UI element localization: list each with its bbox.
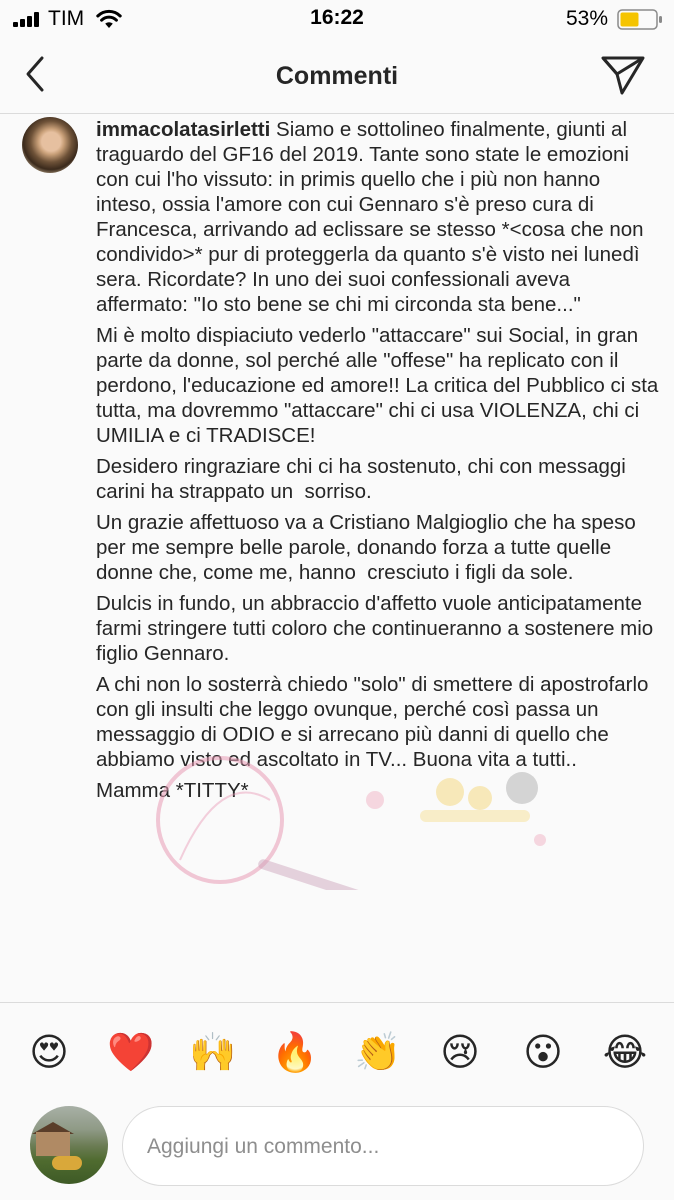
red-heart-emoji[interactable]: ❤️ [107, 1030, 155, 1074]
status-bar [0, 0, 674, 40]
comment-paragraph: A chi non lo sosterrà chiedo "solo" di smettere di apostrofarlo con gli insulti che leggo ovunque, perché così passa un messaggio di ODIO e si arrecano più danni di quello che abbiamo visto ed ascoltato in TV... Buona vita a tutti.. [96, 673, 655, 771]
paper-plane-icon[interactable] [598, 53, 648, 97]
current-user-avatar [30, 1106, 108, 1184]
comment-paragraph: Desidero ringraziare chi ci ha sostenuto, chi con messaggi carini ha strappato un sorriso. [96, 455, 632, 503]
battery-percent: 53% [566, 7, 609, 30]
page-title: Commenti [275, 62, 399, 90]
battery-icon [617, 9, 663, 30]
comment-input-box[interactable] [122, 1106, 644, 1186]
comment-paragraph: Dulcis in fundo, un abbraccio d'affetto vuole anticipatamente farmi stringere tutti coloro che continueranno a sostenere mio figlio Gennaro. [96, 592, 659, 665]
carrier-label: TIM [48, 7, 85, 30]
comment-paragraph: Un grazie affettuoso va a Cristiano Malgioglio che ha speso per me sempre belle parole, donando forza a tutte quelle donne che, come me, hanno cresciuto i figli da sole. [96, 511, 642, 584]
comment-body [96, 117, 665, 809]
comment-text: Siamo e sottolineo finalmente, giunti al traguardo del GF16 del 2019. Tante sono state le emozioni con cui l'ho vissuto: in primis quello che i più non hanno inteso, ossia l'amore con cui Gennaro s'è preso cura di Francesca, arrivando ad eclissare se stesso *<cosa che non condivido>* pur di proteggerla da quanto s'è visto nei lunedì sera. Ricordate? In uno dei suoi confessionali aveva affermato: "Io sto bene se chi mi circonda sta bene..." [96, 118, 650, 316]
comment-paragraph: Mamma *TITTY* [96, 779, 249, 802]
comment-paragraph [96, 117, 662, 317]
clock: 16:22 [310, 6, 364, 29]
comment-input[interactable] [147, 1129, 617, 1165]
tears-of-joy-emoji[interactable]: 😂 [602, 1030, 648, 1074]
clapping-hands-emoji[interactable]: 👏 [354, 1030, 402, 1074]
crying-face-emoji[interactable]: 😢 [440, 1030, 480, 1074]
divider [0, 1002, 674, 1003]
avatar[interactable] [22, 117, 78, 173]
emoji-bar [0, 1026, 674, 1078]
fire-emoji[interactable]: 🔥 [271, 1030, 319, 1074]
raised-hands-emoji[interactable]: 🙌 [189, 1030, 237, 1074]
heart-eyes-emoji[interactable]: 😍 [29, 1030, 69, 1074]
comment-username[interactable]: immacolatasirletti [96, 118, 271, 141]
nav-bar [0, 40, 674, 114]
surprised-face-emoji[interactable]: 😮 [523, 1030, 563, 1074]
comment-paragraph: Mi è molto dispiaciuto vederlo "attaccare" sui Social, in gran parte da donne, sol perché alle "offese" ha replicato con il perdono, l'educazione ed amore!! La critica del Pubblico ci sta tutta, ma dovremmo "attaccare" chi ci usa VIOLENZA, chi ci UMILIA e ci TRADISCE! [96, 324, 665, 447]
comment [0, 115, 674, 1002]
